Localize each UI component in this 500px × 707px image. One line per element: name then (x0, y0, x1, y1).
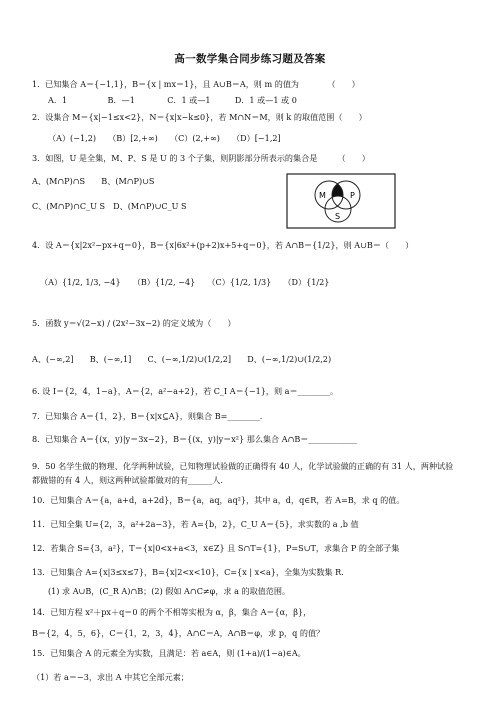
label-s: S (335, 212, 341, 221)
q13-parts: (1) 求 A∪B，(C_R A)∩B；(2) 假如 A∩C≠φ，求 a 的取值范围。 (48, 586, 291, 596)
q5-text: 5．函数 y＝√(2−x) / (2x²−3x−2) 的定义域为（ ） (32, 318, 236, 328)
q15-part1: （1）若 a＝−3，求出 A 中其它全部元素； (32, 672, 189, 682)
q2-text: 2．设集合 M＝{x|−1≤x<2}，N＝{x|x−k≤0}，若 M∩N＝M，则 k 的取值范围（ ） (32, 112, 367, 122)
q4-text: 4．设 A＝{x|2x²−px+q＝0}，B＝{x|6x²+(p+2)x+5+q＝0}，若 A∩B＝{1/2}，则 A∪B＝（ ） (32, 240, 414, 250)
q6-text: 6. 设 I＝{2，4，1−a}，A＝{2，a²−a+2}，若 C_I A＝{−1}，则 a＝________。 (32, 386, 339, 396)
label-m: M (319, 191, 326, 200)
q14-text-line1: 14．已知方程 x²＋px＋q＝0 的两个不相等实根为 α，β，集合 A＝{α，β}， (32, 607, 312, 617)
q3-options-cd: C、(M∩P)∩C_U S D、(M∩P)∪C_U S (32, 201, 187, 211)
q2-options: （A）(−1,2) （B）[2,+∞) （C）(2,+∞) （D）[−1,2] (48, 133, 281, 143)
q13-text: 13．已知集合 A={x|3≤x≤7}，B={x|2<x<10}，C={x | x<a}，全集为实数集 R. (32, 567, 344, 577)
q3-options-ab: A、(M∩P)∩S B、(M∩P)∪S (32, 176, 155, 186)
venn-diagram (286, 173, 396, 229)
q5-options: A、(−∞,2] B、(−∞,1] C、(−∞,1/2)∪(1/2,2] D、(−∞,1/2)∪(1/2,2) (32, 354, 332, 364)
q11-text: 11．已知全集 U={2，3，a²+2a−3}，若 A={b，2}，C_U A＝{5}，求实数的 a ,b 值 (32, 519, 359, 529)
page-title: 高一数学集合同步练习题及答案 (174, 53, 326, 65)
q9-text-line2: 都做错的有 4 人，则这两种试验都做对的有______人. (32, 475, 223, 485)
q14-text-line2: B＝{2，4，5，6}，C＝{1，2，3，4}，A∩C＝A，A∩B＝φ，求 p，q 的值？ (32, 628, 325, 638)
q8-text: 8．已知集合 A＝{(x，y)|y＝3x−2}，B＝{(x，y)|y＝x²} 那么集合 A∩B＝____________ (32, 434, 357, 444)
q1-text: 1．已知集合 A＝{−1,1}，B＝{x | mx＝1}，且 A∪B＝A，则 m 的值为 （ ） (32, 79, 360, 89)
q4-options: （A）{1/2, 1/3, −4} （B）{1/2, −4} （C）{1/2, 1/3} （D）{1/2} (40, 277, 330, 287)
q10-text: 10．已知集合 A＝{a，a+d，a+2d}，B＝{a，aq，aq²}，其中 a，d，q∈R，若 A=B，求 q 的值。 (32, 495, 405, 505)
q12-text: 12．若集合 S={3，a²}，T＝{x|0<x+a<3，x∈Z} 且 S∩T={1}，P=S∪T，求集合 P 的全部子集 (32, 543, 400, 553)
q9-text-line1: 9．50 名学生做的物理、化学两种试验，已知物理试验做的正确得有 40 人，化学试验做的正确的有 31 人，两种试验 (32, 461, 454, 471)
q7-text: 7．已知集合 A＝{1，2}，B＝{x|x⊆A}，则集合 B=________. (32, 411, 263, 421)
q1-options: A．1 B．—1 C．1 或—1 D．1 或—1 或 0 (48, 95, 297, 105)
label-p: P (350, 191, 355, 200)
q3-text: 3．如图，U 是全集，M、P、S 是 U 的 3 个子集，则阴影部分所表示的集合是 （ ） (32, 153, 370, 163)
q15-text: 15．已知集合 A 的元素全为实数，且满足：若 a∈A，则 (1+a)/(1−a)∈A。 (32, 648, 306, 658)
